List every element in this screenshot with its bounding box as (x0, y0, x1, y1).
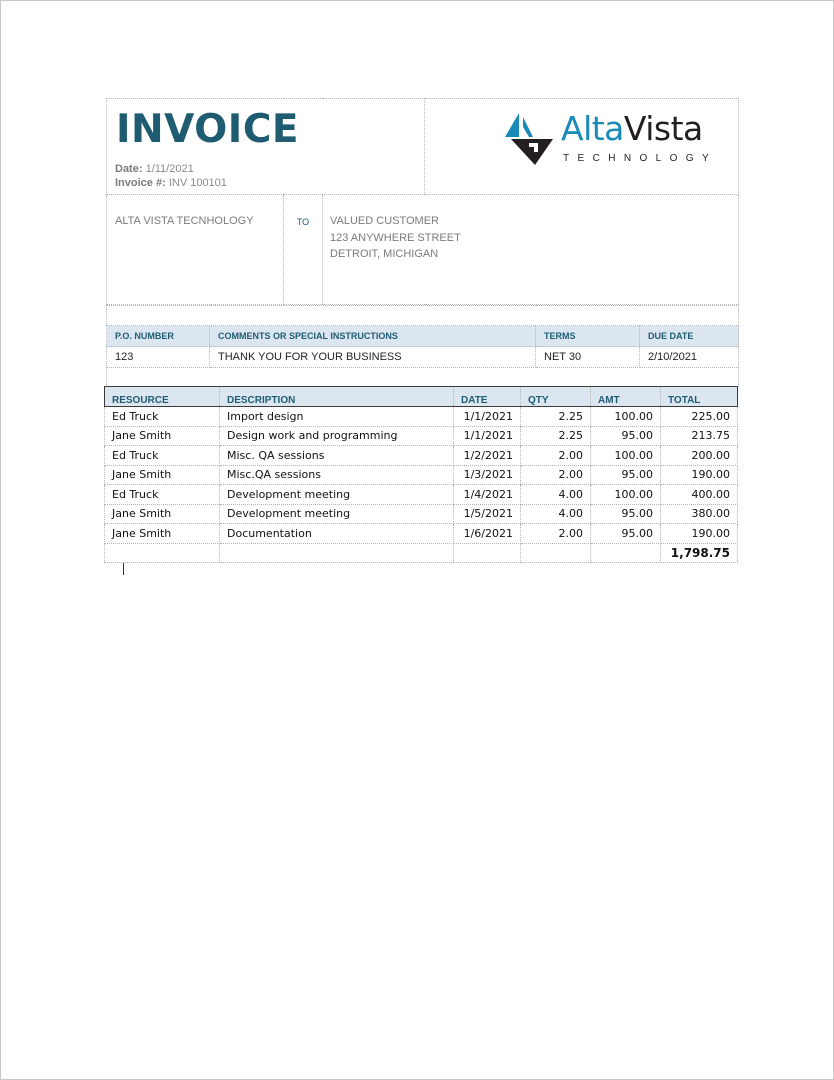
amt-cell[interactable]: 95.00 (591, 504, 661, 524)
line-items-table (104, 386, 738, 563)
amt-cell[interactable]: 100.00 (591, 485, 661, 505)
due-date-value[interactable]: 2/10/2021 (640, 347, 739, 368)
qty-cell[interactable]: 2.00 (521, 465, 591, 485)
resource-cell[interactable]: Ed Truck (105, 485, 220, 505)
from-address (107, 195, 284, 305)
resource-cell[interactable]: Jane Smith (105, 504, 220, 524)
table-row (105, 485, 738, 505)
description-cell[interactable]: Development meeting (220, 485, 454, 505)
due-date-header: DUE DATE (640, 326, 739, 347)
empty-cell[interactable] (220, 543, 454, 563)
comments-header: COMMENTS OR SPECIAL INSTRUCTIONS (210, 326, 536, 347)
table-row (105, 465, 738, 485)
total-header: TOTAL (661, 387, 738, 407)
description-header: DESCRIPTION (220, 387, 454, 407)
to-address (323, 195, 739, 305)
date-cell[interactable]: 1/6/2021 (454, 524, 521, 544)
date-cell[interactable]: 1/1/2021 (454, 426, 521, 446)
to-name: VALUED CUSTOMER (330, 215, 440, 227)
amt-header: AMT (591, 387, 661, 407)
invoice-date (115, 162, 424, 176)
title-cell (107, 99, 425, 195)
amt-cell[interactable]: 95.00 (591, 426, 661, 446)
number-value: INV 100101 (168, 177, 227, 189)
total-cell[interactable]: 225.00 (661, 407, 738, 427)
description-cell[interactable]: Misc.QA sessions (220, 465, 454, 485)
text-cursor (123, 563, 124, 575)
qty-cell[interactable]: 2.00 (521, 446, 591, 466)
table-row (105, 504, 738, 524)
logo-mark-icon (505, 113, 557, 165)
po-number-header: P.O. NUMBER (107, 326, 210, 347)
total-cell[interactable]: 213.75 (661, 426, 738, 446)
empty-cell[interactable] (454, 543, 521, 563)
invoice-header (106, 98, 739, 305)
resource-cell[interactable]: Jane Smith (105, 465, 220, 485)
description-cell[interactable]: Development meeting (220, 504, 454, 524)
logo-cell (425, 99, 739, 195)
to-street: 123 ANYWHERE STREET (330, 231, 461, 244)
description-cell[interactable]: Documentation (220, 524, 454, 544)
po-number-value[interactable]: 123 (107, 347, 210, 368)
spacer-row (107, 368, 739, 387)
comments-value[interactable]: THANK YOU FOR YOUR BUSINESS (210, 347, 536, 368)
from-name: ALTA VISTA TECNHOLOGY (115, 215, 254, 227)
total-cell[interactable]: 400.00 (661, 485, 738, 505)
total-cell[interactable]: 200.00 (661, 446, 738, 466)
table-row (105, 407, 738, 427)
logo-word-vista: Vista (623, 109, 703, 148)
amt-cell[interactable]: 100.00 (591, 446, 661, 466)
resource-header: RESOURCE (105, 387, 220, 407)
resource-cell[interactable]: Jane Smith (105, 524, 220, 544)
amt-cell[interactable]: 95.00 (591, 524, 661, 544)
qty-cell[interactable]: 4.00 (521, 504, 591, 524)
invoice-title: INVOICE (116, 107, 300, 152)
table-row (105, 446, 738, 466)
grand-total[interactable]: 1,798.75 (661, 543, 738, 563)
total-cell[interactable]: 190.00 (661, 465, 738, 485)
grand-total-row (105, 543, 738, 563)
qty-cell[interactable]: 4.00 (521, 485, 591, 505)
empty-cell[interactable] (591, 543, 661, 563)
date-header: DATE (454, 387, 521, 407)
date-label: Date: (115, 163, 143, 175)
date-cell[interactable]: 1/1/2021 (454, 407, 521, 427)
total-cell[interactable]: 380.00 (661, 504, 738, 524)
spacer-row (107, 306, 739, 326)
qty-header: QTY (521, 387, 591, 407)
date-cell[interactable]: 1/2/2021 (454, 446, 521, 466)
date-value: 1/11/2021 (145, 163, 194, 175)
logo-wordmark (561, 109, 703, 148)
description-cell[interactable]: Import design (220, 407, 454, 427)
description-cell[interactable]: Design work and programming (220, 426, 454, 446)
date-cell[interactable]: 1/3/2021 (454, 465, 521, 485)
empty-cell[interactable] (105, 543, 220, 563)
qty-cell[interactable]: 2.25 (521, 407, 591, 427)
logo-word-alta: Alta (561, 109, 624, 148)
resource-cell[interactable]: Jane Smith (105, 426, 220, 446)
date-cell[interactable]: 1/4/2021 (454, 485, 521, 505)
invoice-number (115, 176, 424, 190)
to-city: DETROIT, MICHIGAN (330, 248, 439, 260)
qty-cell[interactable]: 2.00 (521, 524, 591, 544)
table-row (105, 524, 738, 544)
resource-cell[interactable]: Ed Truck (105, 446, 220, 466)
amt-cell[interactable]: 100.00 (591, 407, 661, 427)
number-label: Invoice #: (115, 177, 166, 189)
date-cell[interactable]: 1/5/2021 (454, 504, 521, 524)
resource-cell[interactable]: Ed Truck (105, 407, 220, 427)
to-label: TO (284, 195, 323, 305)
empty-cell[interactable] (521, 543, 591, 563)
qty-cell[interactable]: 2.25 (521, 426, 591, 446)
table-row (105, 426, 738, 446)
logo-subtitle: TECHNOLOGY (563, 153, 718, 164)
terms-header: TERMS (536, 326, 640, 347)
total-cell[interactable]: 190.00 (661, 524, 738, 544)
terms-value[interactable]: NET 30 (536, 347, 640, 368)
description-cell[interactable]: Misc. QA sessions (220, 446, 454, 466)
order-info-table (106, 305, 739, 387)
amt-cell[interactable]: 95.00 (591, 465, 661, 485)
